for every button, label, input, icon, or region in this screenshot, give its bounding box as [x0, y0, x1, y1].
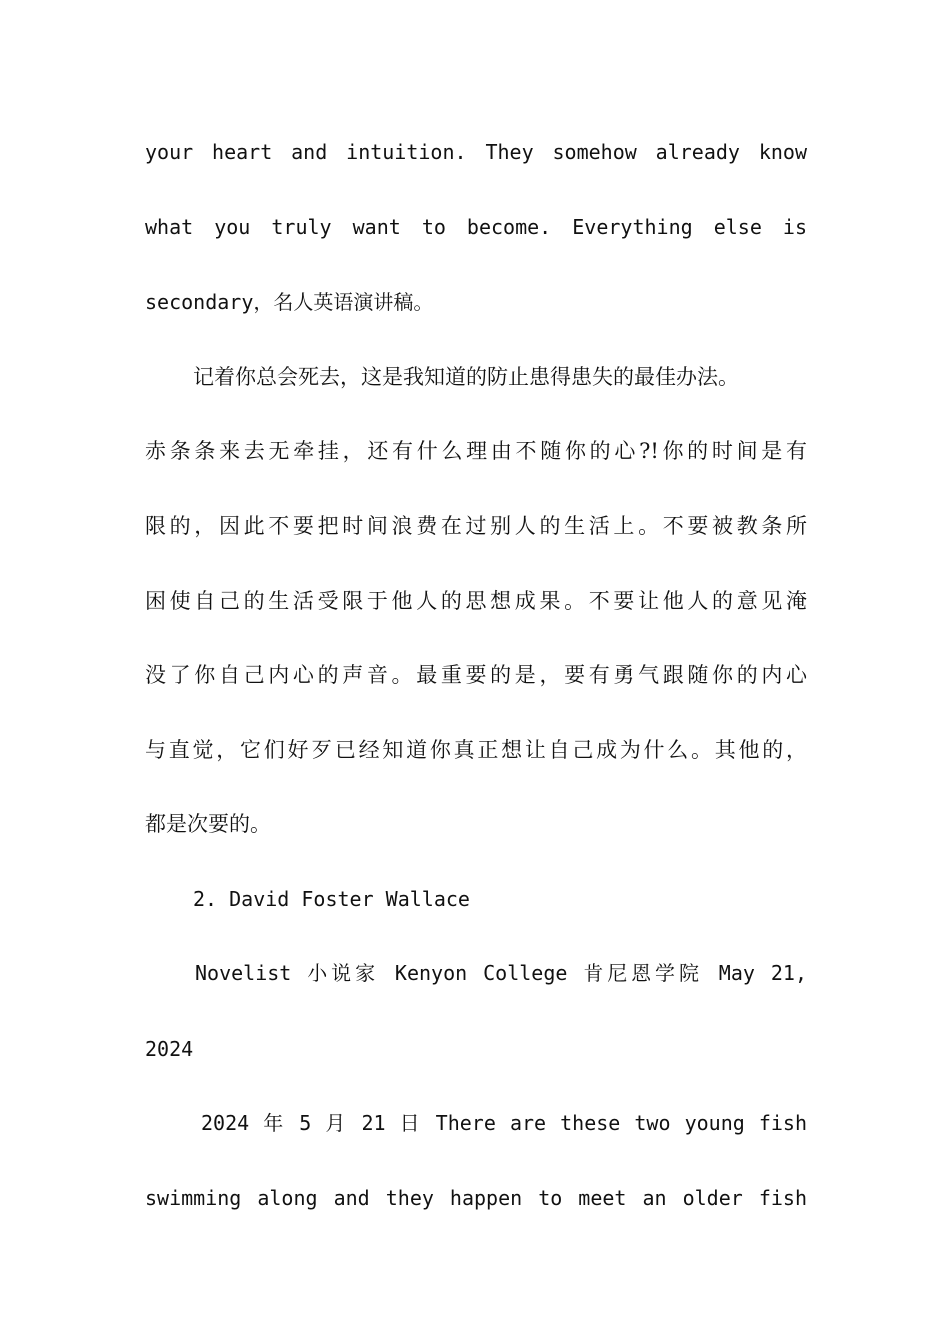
section-heading: 2. David Foster Wallace [193, 887, 470, 911]
text-line: 都是次要的。 [145, 812, 271, 836]
text-line: 赤条条来去无牵挂，还有什么理由不随你的心?!你的时间是有 [145, 439, 807, 463]
paragraph-start-line: 记着你总会死去，这是我知道的防止患得患失的最佳办法。 [193, 365, 739, 389]
text-line: 没了你自己内心的声音。最重要的是，要有勇气跟随你的内心 [145, 663, 807, 687]
text-line: 2024 [145, 1037, 194, 1061]
text-line: 困使自己的生活受限于他人的思想成果。不要让他人的意见淹 [145, 589, 807, 613]
text-line: 与直觉，它们好歹已经知道你真正想让自己成为什么。其他的， [145, 738, 807, 762]
text-line: swimming along and they happen to meet an older fish [145, 1186, 807, 1210]
text-line: 2024 年 5 月 21 日 There are these two young fish [201, 1111, 807, 1135]
text-line: secondary，名人英语演讲稿。 [145, 290, 434, 314]
text-line: your heart and intuition. They somehow already know [145, 140, 807, 164]
text-line: Novelist 小说家 Kenyon College 肯尼恩学院 May 21, [195, 961, 807, 985]
text-line: 限的，因此不要把时间浪费在过别人的生活上。不要被教条所 [145, 514, 807, 538]
text-line: what you truly want to become. Everything else is [145, 215, 807, 239]
